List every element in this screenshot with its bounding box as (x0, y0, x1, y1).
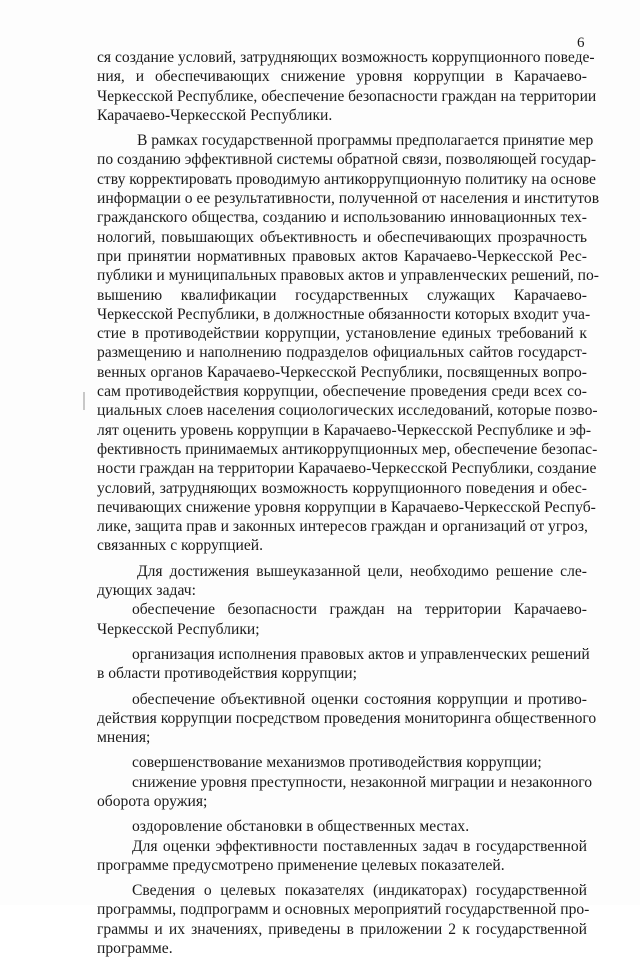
text-line: Черкесской Республики, в должностные обязанности которых входит уча- (97, 305, 591, 323)
text-line: Для достижения вышеуказанной цели, необходимо решение сле- (137, 562, 587, 580)
text-line: обеспечение безопасности граждан на территории Карачаево- (132, 601, 587, 619)
text-line: граммы и их значениях, приведены в приложении 2 к государственной (97, 920, 587, 938)
text-line: программы, подпрограмм и основных мероприятий государственной про- (97, 901, 590, 919)
text-line: действия коррупции посредством проведения мониторинга общественного (97, 709, 597, 727)
text-line: фективность принимаемых антикоррупционных мер, обеспечение безопас- (97, 440, 598, 458)
text-line: условий, затрудняющих возможность коррупционного поведения и обес- (97, 479, 587, 497)
text-line: мнения; (97, 729, 151, 747)
text-line: ся создание условий, затрудняющих возможность коррупционного поведе- (97, 49, 595, 66)
text-line: в области противодействия коррупции; (97, 665, 357, 683)
text-line: Сведения о целевых показателях (индикаторах) государственной (132, 882, 587, 900)
text-line: стие в противодействии коррупции, установление единых требований к (97, 325, 587, 343)
text-line: ния, и обеспечивающих снижение уровня коррупции в Карачаево- (97, 68, 587, 86)
scan-artifact (83, 392, 85, 410)
text-line: В рамках государственной программы предполагается принятие мер (137, 132, 594, 150)
text-line: программе. (97, 940, 173, 958)
text-line: лике, защита прав и законных интересов граждан и организаций от угроз, (97, 518, 588, 536)
text-line: сам противодействия коррупции, обеспечение проведения среди всех со- (97, 383, 587, 401)
text-line: информации о ее результативности, полученной от населения и институтов (97, 190, 600, 208)
text-line: при принятии нормативных правовых актов Карачаево-Черкесской Рес- (97, 247, 587, 265)
text-line: лят оценить уровень коррупции в Карачаево-Черкесской Республике и эф- (97, 421, 592, 439)
text-line: Карачаево-Черкесской Республики. (97, 106, 333, 124)
text-line: вышению квалификации государственных служащих Карачаево- (97, 286, 587, 304)
text-line: оборота оружия; (97, 792, 208, 810)
document-body (97, 48, 600, 958)
text-line: Для оценки эффективности поставленных задач в государственной (132, 837, 587, 855)
text-line: печивающих снижение уровня коррупции в Карачаево-Черкесской Респуб- (97, 498, 596, 516)
text-line: ности граждан на территории Карачаево-Черкесской Республики, создание (97, 460, 597, 478)
text-line: Черкесской Республике, обеспечение безопасности граждан на территории (97, 87, 597, 105)
text-line: циальных слоев населения социологических исследований, которые позво- (97, 402, 598, 420)
text-line: Черкесской Республики; (97, 620, 260, 638)
text-line: нологий, повышающих объективность и обеспечивающих прозрачность (97, 228, 587, 246)
text-line: связанных с коррупцией. (97, 537, 263, 555)
text-line: дующих задач: (97, 582, 196, 600)
text-line: публики и муниципальных правовых актов и управленческих решений, по- (97, 267, 599, 285)
text-line: оздоровление обстановки в общественных местах. (132, 818, 470, 836)
text-line: венных органов Карачаево-Черкесской Республики, посвященных вопро- (97, 363, 587, 381)
text-line: программе предусмотрено применение целевых показателей. (97, 856, 505, 874)
text-line: по созданию эффективной системы обратной связи, позволяющей государ- (97, 151, 597, 169)
text-line: организация исполнения правовых актов и управленческих решений (132, 645, 590, 663)
page-number: 6 (577, 35, 585, 51)
text-line: обеспечение объективной оценки состояния коррупции и противо- (132, 690, 587, 708)
text-line: снижение уровня преступности, незаконной миграции и незаконного (132, 773, 593, 791)
text-line: размещению и наполнению подразделов официальных сайтов государст- (97, 344, 587, 362)
text-line: ству корректировать проводимую антикоррупционную политику на основе (97, 170, 596, 188)
text-line: гражданского общества, созданию и использованию инновационных тех- (97, 209, 587, 227)
text-line: совершенствование механизмов противодействия коррупции; (132, 754, 542, 772)
